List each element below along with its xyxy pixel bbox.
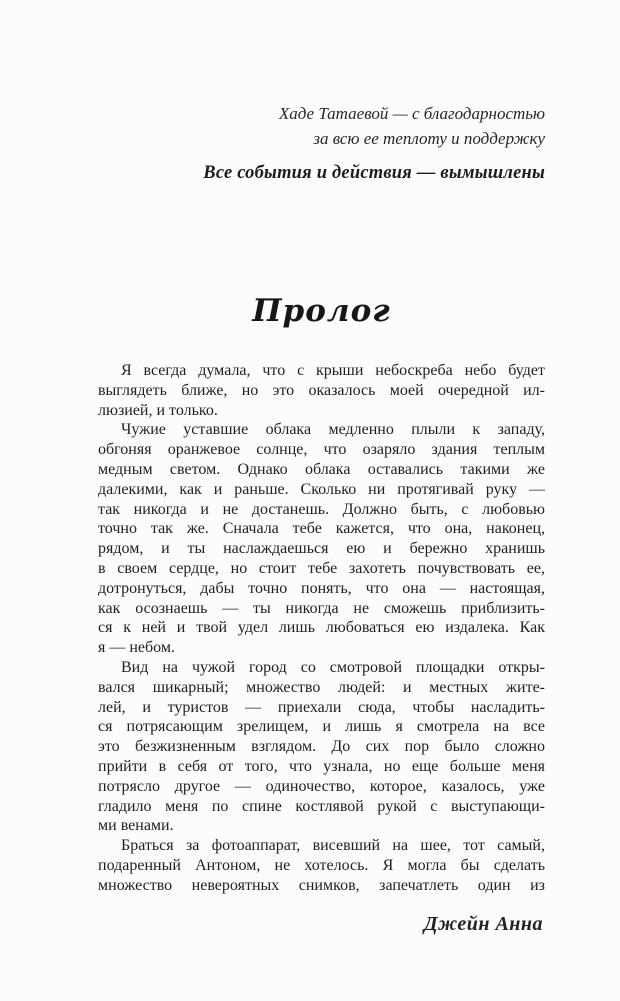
body-text (98, 361, 545, 896)
dedication-line-2: за всю ее теплоту и поддержку (313, 129, 545, 148)
body-line: множество невероятных снимков, запечатлеть один из (98, 876, 545, 894)
body-line: вался шикарный; множество людей: и местных жите- (98, 678, 545, 696)
body-line: я — небом. (98, 639, 175, 657)
body-line: рядом, и ты наслаждаешься ею и бережно хранишь (98, 540, 545, 558)
body-line: Я всегда думала, что с крыши небоскреба небо будет (121, 362, 545, 379)
body-line: это безжизненным взглядом. До сих пор было сложно (98, 738, 545, 756)
body-line: так никогда и не достанешь. Должно быть, с любовью (98, 500, 545, 518)
body-line: прийти в себя от того, что узнала, но еще больше меня (98, 757, 545, 775)
body-line: ся потрясающим зрелищем, и лишь я смотрела на все (98, 718, 545, 736)
dedication (279, 101, 545, 151)
body-line: ся к ней и твой удел лишь любоваться ею издалека. Как (98, 619, 545, 637)
body-line: гладило меня по спине костлявой рукой с выступающи- (98, 797, 545, 815)
body-line: медным светом. Однако облака оставались такими же (98, 460, 545, 478)
body-line: точно так же. Сначала тебе кажется, что она, наконец, (98, 520, 545, 538)
body-line: дотронуться, дабы точно понять, что она — настоящая, (98, 579, 545, 597)
author-signature: Джейн Анна (423, 913, 543, 935)
body-line: обгоняя оранжевое солнце, что озаряло здания теплым (98, 441, 545, 459)
body-line: Браться за фотоаппарат, висевший на шее, тот самый, (121, 837, 545, 855)
dedication-line-1: Хаде Татаевой — с благодарностью (278, 104, 545, 123)
body-line: далекими, как и раньше. Сколько ни протягивай руку — (98, 480, 545, 498)
body-line: выглядеть ближе, но это оказалось моей очередной ил- (98, 381, 545, 399)
chapter-title: Пролог (252, 293, 391, 329)
body-line: как осознаешь — ты никогда не сможешь приблизить- (98, 599, 545, 617)
body-line: подаренный Антоном, не хотелось. Я могла бы сделать (98, 856, 545, 874)
body-line: ми венами. (98, 817, 174, 835)
disclaimer-text: Все события и действия — вымышлены (203, 163, 545, 183)
body-line: в своем сердце, но стоит тебе захотеть почувствовать ее, (98, 559, 545, 577)
body-line: Вид на чужой город со смотровой площадки откры- (121, 658, 545, 676)
body-line: лей, и туристов — приехали сюда, чтобы насладить- (98, 698, 545, 716)
body-line: Чужие уставшие облака медленно плыли к западу, (121, 421, 545, 439)
body-line: потрясло другое — одиночество, которое, казалось, уже (98, 777, 545, 795)
body-line: люзией, и только. (98, 401, 218, 419)
